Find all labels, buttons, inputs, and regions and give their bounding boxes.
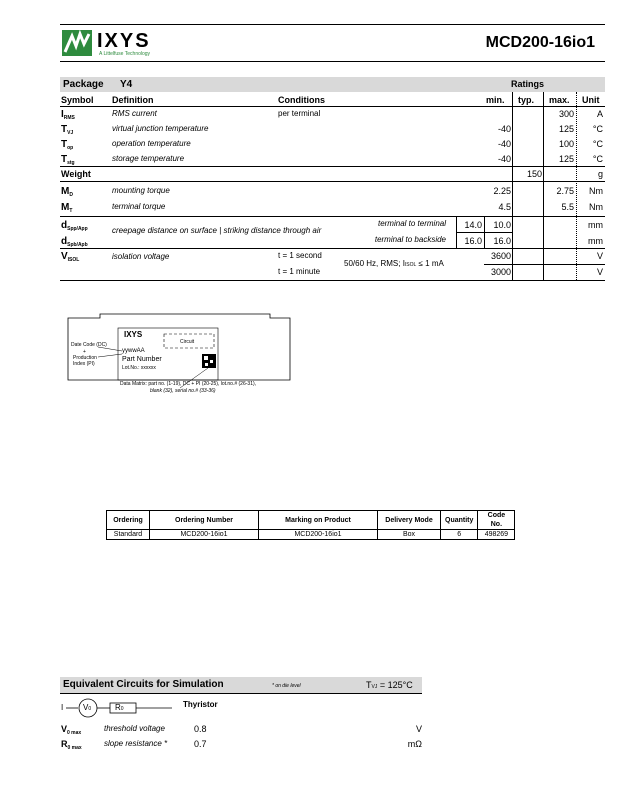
col-sep-min xyxy=(512,92,513,280)
creepage-symbol-2: $d_{Spb/Apb}$ xyxy=(61,236,88,248)
rating-unit: A xyxy=(596,109,603,119)
equiv-r0max-def: slope resistance * xyxy=(104,739,168,748)
rating-rule xyxy=(60,166,605,167)
creepage-val-2b: 16.0 xyxy=(493,236,511,246)
ordering-header-cell: Quantity xyxy=(441,511,478,530)
label-index: Index (PI) xyxy=(73,361,95,367)
creepage-cond-2: terminal to backside xyxy=(374,235,446,244)
col-unit: Unit xyxy=(582,95,600,105)
label-dm-line2: blank (32), serial no.# (33-36) xyxy=(150,388,216,394)
ordering-header-cell: Marking on Product xyxy=(259,511,378,530)
ordering-cell: 498269 xyxy=(478,530,515,540)
rating-unit: g xyxy=(597,169,603,179)
isol-unit-2: V xyxy=(596,267,603,277)
rating-max: 2.75 xyxy=(556,186,574,196)
creepage-definition: creepage distance on surface | striking distance through air xyxy=(112,226,322,235)
rating-unit: °C xyxy=(592,139,603,149)
creepage-val-1b: 10.0 xyxy=(493,220,511,230)
rating-unit: Nm xyxy=(589,186,603,196)
equiv-thyristor-label: Thyristor xyxy=(183,700,218,709)
isol-mid-rule xyxy=(484,264,605,265)
rating-symbol: $M_D$ xyxy=(61,186,73,198)
equiv-die-note: * on die level xyxy=(272,683,301,689)
rating-typ: 150 xyxy=(526,169,542,179)
creepage-unit-2: mm xyxy=(588,236,603,246)
creepage-val-1a: 14.0 xyxy=(464,220,482,230)
ordering-header-cell: Ordering xyxy=(107,511,150,530)
label-yywwaa: yywwAA xyxy=(122,348,145,354)
isol-cond-mid: 50/60 Hz, RMS; IISOL ≤ 1 mA xyxy=(344,259,444,268)
isol-definition: isolation voltage xyxy=(112,252,170,261)
rating-min: -40 xyxy=(497,154,511,164)
col-definition: Definition xyxy=(112,95,154,105)
equiv-v0max-symbol: $V_{0 max}$ xyxy=(61,724,82,736)
package-label: Package xyxy=(63,79,104,90)
label-brand: IXYS xyxy=(124,330,143,339)
ordering-table xyxy=(106,510,515,540)
equiv-r0max-symbol: $R_{0 max}$ xyxy=(61,739,82,751)
isol-cond-2: t = 1 minute xyxy=(278,267,321,276)
package-value: Y4 xyxy=(120,79,133,90)
rating-symbol: $T_{VJ}$ xyxy=(61,124,74,136)
isol-bottom-rule xyxy=(60,280,605,281)
ordering-cell: MCD200-16io1 xyxy=(259,530,378,540)
column-header-rule xyxy=(60,106,605,107)
rating-definition: RMS current xyxy=(112,109,157,118)
creepage-unit-1: mm xyxy=(588,220,603,230)
label-date-code: Date Code (DC) xyxy=(71,342,107,348)
ordering-cell: 6 xyxy=(441,530,478,540)
rating-min: -40 xyxy=(497,139,511,149)
header-bottom-rule xyxy=(60,61,605,62)
label-plus: + xyxy=(83,349,86,355)
equiv-v0max-def: threshold voltage xyxy=(104,724,165,733)
rating-definition: operation temperature xyxy=(112,139,191,148)
isol-min-2: 3000 xyxy=(490,267,511,277)
rating-symbol: Weight xyxy=(61,169,91,179)
label-part-number: Part Number xyxy=(122,356,162,363)
equiv-tvj: TVJ = 125°C xyxy=(366,680,413,690)
ordering-header-cell: Ordering Number xyxy=(150,511,259,530)
creepage-top-rule xyxy=(60,216,605,217)
equiv-r0max-val: 0.7 xyxy=(194,739,207,749)
creepage-symbol-1: $d_{Spp/App}$ xyxy=(61,220,88,232)
col-sep-typ xyxy=(543,92,544,280)
ordering-cell: MCD200-16io1 xyxy=(150,530,259,540)
isol-unit-1: V xyxy=(596,251,603,261)
rating-symbol: $T_{stg}$ xyxy=(61,154,75,166)
col-typ: typ. xyxy=(518,95,535,105)
col-conditions: Conditions xyxy=(278,95,325,105)
creepage-mid-rule xyxy=(456,232,513,233)
ordering-cell: Box xyxy=(378,530,441,540)
ordering-header-row xyxy=(107,511,515,530)
rating-symbol: $I_{RMS}$ xyxy=(61,109,75,121)
rating-symbol: $M_T$ xyxy=(61,202,73,214)
rating-max: 5.5 xyxy=(561,202,574,212)
rating-unit: °C xyxy=(592,124,603,134)
header-top-rule xyxy=(60,24,605,25)
ordering-header-cell: Delivery Mode xyxy=(378,511,441,530)
isol-top-rule xyxy=(60,248,605,249)
rating-rule xyxy=(60,181,605,182)
isol-cond-1: t = 1 second xyxy=(278,251,322,260)
isol-symbol: $V_{ISOL}$ xyxy=(61,251,80,263)
creepage-cond-1: terminal to terminal xyxy=(377,219,446,228)
equiv-header-rule xyxy=(60,693,422,694)
ratings-label: Ratings xyxy=(511,79,545,89)
rating-min: -40 xyxy=(497,124,511,134)
label-dm-line1: Data Matrix: part no. (1-19), DC + PI (20-25), lot.no.# (26-31), xyxy=(120,381,257,387)
rating-max: 300 xyxy=(558,109,574,119)
equiv-v0-symbol: V0 xyxy=(83,703,92,712)
rating-definition: storage temperature xyxy=(112,154,185,163)
rating-max: 125 xyxy=(558,124,574,134)
ixys-logo xyxy=(62,30,92,56)
col-min: min. xyxy=(486,95,505,105)
ordering-row xyxy=(107,530,515,540)
label-lot-no: Lot.No.: xxxxxx xyxy=(122,365,156,371)
rating-unit: °C xyxy=(592,154,603,164)
rating-min: 2.25 xyxy=(493,186,511,196)
col-max: max. xyxy=(549,95,570,105)
label-circuit: Circuit xyxy=(180,339,195,345)
rating-definition: virtual junction temperature xyxy=(112,124,209,133)
rating-min: 4.5 xyxy=(498,202,511,212)
equiv-r0max-unit: mΩ xyxy=(407,739,422,749)
label-production: Production xyxy=(73,355,97,361)
equiv-v0max-val: 0.8 xyxy=(194,724,207,734)
equiv-v0max-unit: V xyxy=(415,724,422,734)
equiv-current-label: I xyxy=(61,703,64,712)
brand-tagline: A Littelfuse Technology xyxy=(99,51,151,57)
ordering-cell: Standard xyxy=(107,530,150,540)
creepage-val-2a: 16.0 xyxy=(464,236,482,246)
col-symbol: Symbol xyxy=(61,95,94,105)
rating-definition: mounting torque xyxy=(112,186,170,195)
isol-min-1: 3600 xyxy=(490,251,511,261)
rating-condition: per terminal xyxy=(278,109,321,118)
rating-definition: terminal torque xyxy=(112,202,166,211)
rating-max: 125 xyxy=(558,154,574,164)
rating-symbol: $T_{op}$ xyxy=(61,139,74,151)
equiv-r0-symbol: R0 xyxy=(115,703,124,712)
ordering-header-cell: Code No. xyxy=(478,511,515,530)
part-number-title: MCD200-16io1 xyxy=(485,34,595,51)
col-sep-max xyxy=(576,92,577,280)
brand-name: IXYS xyxy=(97,30,151,52)
rating-unit: Nm xyxy=(589,202,603,212)
rating-max: 100 xyxy=(558,139,574,149)
equiv-title: Equivalent Circuits for Simulation xyxy=(63,679,224,690)
